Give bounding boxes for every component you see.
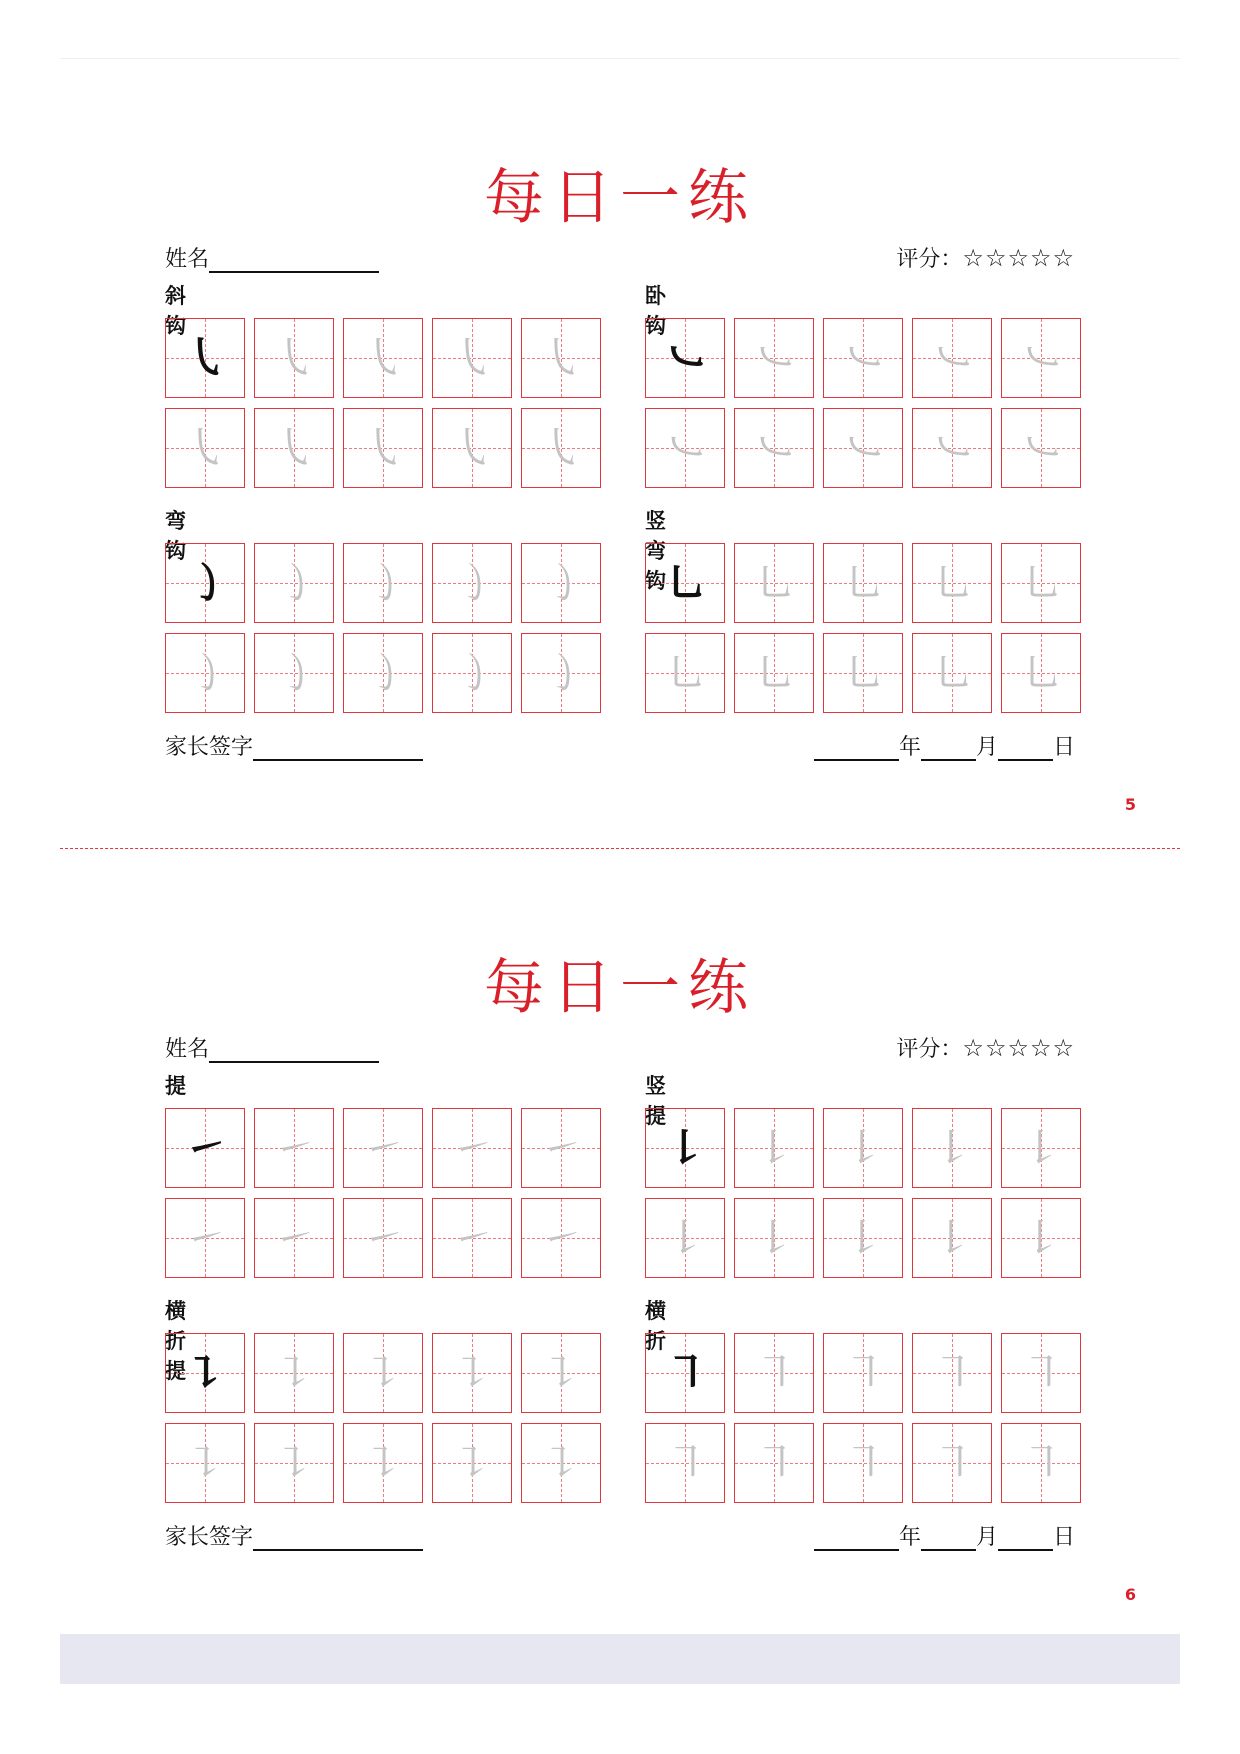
day-input-line[interactable]	[998, 735, 1053, 761]
trace-stroke: ㇃	[931, 333, 975, 384]
name-label: 姓名	[165, 1037, 210, 1062]
practice-cell[interactable]	[645, 1333, 725, 1413]
practice-cell[interactable]	[521, 1333, 601, 1413]
trace-stroke: ㇀	[540, 1123, 584, 1174]
practice-cell[interactable]	[343, 1333, 423, 1413]
trace-stroke: ㇁	[451, 558, 495, 609]
practice-cell[interactable]	[734, 1108, 814, 1188]
practice-cell[interactable]	[343, 408, 423, 488]
practice-cell[interactable]	[165, 633, 245, 713]
year-input-line[interactable]	[814, 735, 899, 761]
name-field	[165, 242, 379, 273]
trace-stroke: ㇕	[1020, 1348, 1064, 1399]
trace-stroke: ㇃	[842, 423, 886, 474]
score-label: 评分：	[896, 247, 963, 272]
name-input-line[interactable]	[209, 1037, 379, 1063]
trace-stroke: ㇙	[664, 1213, 708, 1264]
practice-cell[interactable]	[823, 408, 903, 488]
stroke-name: 卧钩	[645, 284, 666, 338]
trace-stroke: ㇟	[842, 648, 886, 699]
trace-stroke: ㇙	[1020, 1123, 1064, 1174]
name-label: 姓名	[165, 247, 210, 272]
practice-cell[interactable]	[521, 318, 601, 398]
practice-cell[interactable]	[165, 1198, 245, 1278]
trace-stroke: ㇙	[842, 1213, 886, 1264]
trace-stroke: ㇕	[664, 1438, 708, 1489]
practice-cell[interactable]	[1001, 318, 1081, 398]
trace-stroke: ㇟	[1020, 558, 1064, 609]
model-stroke: ㇕	[664, 1348, 708, 1399]
signature-input-line[interactable]	[253, 735, 423, 761]
trace-stroke: ㇀	[273, 1123, 317, 1174]
practice-cell[interactable]	[432, 1423, 512, 1503]
trace-stroke: ㇁	[184, 648, 228, 699]
trace-stroke: ㇀	[540, 1213, 584, 1264]
practice-cell[interactable]	[734, 543, 814, 623]
worksheet-page-6	[0, 880, 1240, 1680]
trace-stroke: ㇀	[451, 1213, 495, 1264]
trace-stroke: ㇙	[842, 1123, 886, 1174]
trace-stroke: ㇟	[753, 648, 797, 699]
practice-cell[interactable]	[521, 1423, 601, 1503]
trace-stroke: ㇁	[273, 648, 317, 699]
stroke-name: 斜钩	[165, 284, 186, 338]
model-stroke: ㇁	[184, 558, 228, 609]
trace-stroke: ㇁	[451, 648, 495, 699]
practice-cell[interactable]	[734, 1423, 814, 1503]
practice-cell[interactable]	[254, 633, 334, 713]
name-field	[165, 1032, 379, 1063]
worksheet-page-5	[0, 90, 1240, 890]
stroke-name: 竖弯钩	[645, 509, 666, 593]
trace-stroke: ㇃	[753, 423, 797, 474]
sheet-top-edge	[60, 58, 1180, 59]
practice-cell[interactable]	[912, 1333, 992, 1413]
trace-stroke: ㇂	[451, 333, 495, 384]
practice-cell[interactable]	[1001, 1423, 1081, 1503]
page-title: 每日一练	[484, 163, 756, 233]
practice-cell[interactable]	[912, 633, 992, 713]
trace-stroke: ㇂	[273, 333, 317, 384]
trace-stroke: ㇂	[362, 333, 406, 384]
practice-cell[interactable]	[645, 318, 725, 398]
trace-stroke: ㇀	[362, 1213, 406, 1264]
practice-cell[interactable]	[521, 543, 601, 623]
trace-stroke: ㇀	[184, 1213, 228, 1264]
model-stroke: ㇊	[184, 1348, 228, 1399]
month-input-line[interactable]	[921, 1525, 976, 1551]
practice-cell[interactable]	[1001, 1108, 1081, 1188]
practice-cell[interactable]	[432, 408, 512, 488]
trace-stroke: ㇙	[753, 1213, 797, 1264]
trace-stroke: ㇊	[540, 1348, 584, 1399]
practice-cell[interactable]	[254, 1198, 334, 1278]
trace-stroke: ㇁	[540, 558, 584, 609]
practice-cell[interactable]	[343, 543, 423, 623]
trace-stroke: ㇃	[1020, 333, 1064, 384]
practice-cell[interactable]	[823, 1423, 903, 1503]
trace-stroke: ㇂	[451, 423, 495, 474]
page-number: 5	[1124, 795, 1136, 814]
practice-cell[interactable]	[1001, 543, 1081, 623]
practice-cell[interactable]	[165, 1108, 245, 1188]
trace-stroke: ㇁	[362, 558, 406, 609]
year-label: 年	[898, 735, 921, 760]
trace-stroke: ㇕	[753, 1348, 797, 1399]
page-title: 每日一练	[484, 953, 756, 1023]
signature-label: 家长签字	[165, 1525, 254, 1550]
trace-stroke: ㇊	[451, 1438, 495, 1489]
practice-cell[interactable]	[254, 543, 334, 623]
trace-stroke: ㇟	[931, 558, 975, 609]
year-input-line[interactable]	[814, 1525, 899, 1551]
practice-cell[interactable]	[645, 1108, 725, 1188]
practice-cell[interactable]	[165, 1333, 245, 1413]
practice-cell[interactable]	[823, 318, 903, 398]
trace-stroke: ㇁	[273, 558, 317, 609]
stroke-name: 提	[165, 1074, 186, 1098]
star-rating[interactable]: ☆☆☆☆☆	[962, 244, 1075, 272]
practice-cell[interactable]	[254, 318, 334, 398]
day-input-line[interactable]	[998, 1525, 1053, 1551]
trace-stroke: ㇙	[931, 1213, 975, 1264]
day-label: 日	[1052, 735, 1075, 760]
page-divider	[60, 848, 1180, 849]
trace-stroke: ㇙	[753, 1123, 797, 1174]
trace-stroke: ㇟	[1020, 648, 1064, 699]
model-stroke: ㇀	[184, 1123, 228, 1174]
practice-cell[interactable]	[165, 1423, 245, 1503]
practice-cell[interactable]	[912, 408, 992, 488]
practice-cell[interactable]	[521, 633, 601, 713]
practice-cell[interactable]	[912, 543, 992, 623]
practice-cell[interactable]	[521, 1108, 601, 1188]
trace-stroke: ㇟	[842, 558, 886, 609]
trace-stroke: ㇊	[273, 1438, 317, 1489]
practice-cell[interactable]	[823, 1198, 903, 1278]
stroke-name: 横折	[645, 1299, 666, 1353]
trace-stroke: ㇊	[540, 1438, 584, 1489]
practice-cell[interactable]	[432, 1198, 512, 1278]
trace-stroke: ㇃	[664, 423, 708, 474]
practice-cell[interactable]	[254, 1108, 334, 1188]
trace-stroke: ㇀	[451, 1123, 495, 1174]
practice-cell[interactable]	[734, 408, 814, 488]
name-input-line[interactable]	[209, 247, 379, 273]
practice-cell[interactable]	[912, 1198, 992, 1278]
model-stroke: ㇙	[664, 1123, 708, 1174]
date-field	[814, 730, 1075, 761]
practice-cell[interactable]	[1001, 633, 1081, 713]
practice-cell[interactable]	[343, 1423, 423, 1503]
practice-cell[interactable]	[734, 318, 814, 398]
practice-cell[interactable]	[823, 1333, 903, 1413]
score-field	[896, 1032, 1075, 1063]
practice-cell[interactable]	[645, 633, 725, 713]
practice-cell[interactable]	[645, 1423, 725, 1503]
trace-stroke: ㇕	[931, 1348, 975, 1399]
practice-cell[interactable]	[912, 1423, 992, 1503]
practice-cell[interactable]	[343, 1108, 423, 1188]
trace-stroke: ㇁	[540, 648, 584, 699]
model-stroke: ㇂	[184, 333, 228, 384]
practice-cell[interactable]	[432, 1333, 512, 1413]
trace-stroke: ㇙	[1020, 1213, 1064, 1264]
stroke-name: 弯钩	[165, 509, 186, 563]
practice-cell[interactable]	[165, 543, 245, 623]
trace-stroke: ㇂	[184, 423, 228, 474]
trace-stroke: ㇕	[1020, 1438, 1064, 1489]
practice-cell[interactable]	[823, 1108, 903, 1188]
practice-cell[interactable]	[734, 633, 814, 713]
practice-cell[interactable]	[912, 1108, 992, 1188]
trace-stroke: ㇃	[842, 333, 886, 384]
practice-cell[interactable]	[254, 1423, 334, 1503]
stroke-name: 竖提	[645, 1074, 666, 1128]
footer-band	[60, 1634, 1180, 1684]
signature-input-line[interactable]	[253, 1525, 423, 1551]
model-stroke: ㇟	[664, 558, 708, 609]
practice-cell[interactable]	[912, 318, 992, 398]
trace-stroke: ㇕	[842, 1438, 886, 1489]
trace-stroke: ㇂	[362, 423, 406, 474]
trace-stroke: ㇂	[273, 423, 317, 474]
trace-stroke: ㇊	[451, 1348, 495, 1399]
page-number: 6	[1124, 1585, 1136, 1604]
practice-cell[interactable]	[1001, 1198, 1081, 1278]
practice-cell[interactable]	[343, 318, 423, 398]
model-stroke: ㇃	[664, 333, 708, 384]
practice-cell[interactable]	[1001, 408, 1081, 488]
trace-stroke: ㇃	[931, 423, 975, 474]
stroke-name: 横折提	[165, 1299, 186, 1383]
practice-cell[interactable]	[432, 543, 512, 623]
trace-stroke: ㇕	[753, 1438, 797, 1489]
parent-signature-field	[165, 730, 423, 761]
practice-cell[interactable]	[432, 633, 512, 713]
day-label: 日	[1052, 1525, 1075, 1550]
trace-stroke: ㇀	[362, 1123, 406, 1174]
practice-cell[interactable]	[521, 408, 601, 488]
practice-cell[interactable]	[645, 1198, 725, 1278]
signature-label: 家长签字	[165, 735, 254, 760]
trace-stroke: ㇟	[753, 558, 797, 609]
trace-stroke: ㇊	[273, 1348, 317, 1399]
trace-stroke: ㇊	[362, 1348, 406, 1399]
practice-cell[interactable]	[645, 543, 725, 623]
practice-cell[interactable]	[521, 1198, 601, 1278]
practice-cell[interactable]	[734, 1333, 814, 1413]
trace-stroke: ㇟	[664, 648, 708, 699]
month-label: 月	[975, 735, 998, 760]
date-field	[814, 1520, 1075, 1551]
month-input-line[interactable]	[921, 735, 976, 761]
trace-stroke: ㇙	[931, 1123, 975, 1174]
practice-cell[interactable]	[343, 1198, 423, 1278]
practice-cell[interactable]	[1001, 1333, 1081, 1413]
trace-stroke: ㇕	[931, 1438, 975, 1489]
trace-stroke: ㇕	[842, 1348, 886, 1399]
practice-cell[interactable]	[165, 408, 245, 488]
practice-cell[interactable]	[823, 633, 903, 713]
practice-cell[interactable]	[432, 318, 512, 398]
practice-cell[interactable]	[165, 318, 245, 398]
practice-cell[interactable]	[432, 1108, 512, 1188]
trace-stroke: ㇁	[362, 648, 406, 699]
star-rating[interactable]: ☆☆☆☆☆	[962, 1034, 1075, 1062]
practice-cell[interactable]	[823, 543, 903, 623]
trace-stroke: ㇀	[273, 1213, 317, 1264]
trace-stroke: ㇂	[540, 423, 584, 474]
practice-cell[interactable]	[645, 408, 725, 488]
parent-signature-field	[165, 1520, 423, 1551]
practice-cell[interactable]	[734, 1198, 814, 1278]
score-field	[896, 242, 1075, 273]
trace-stroke: ㇊	[362, 1438, 406, 1489]
trace-stroke: ㇂	[540, 333, 584, 384]
trace-stroke: ㇊	[184, 1438, 228, 1489]
year-label: 年	[898, 1525, 921, 1550]
trace-stroke: ㇟	[931, 648, 975, 699]
month-label: 月	[975, 1525, 998, 1550]
practice-cell[interactable]	[254, 1333, 334, 1413]
trace-stroke: ㇃	[1020, 423, 1064, 474]
score-label: 评分：	[896, 1037, 963, 1062]
practice-cell[interactable]	[343, 633, 423, 713]
practice-cell[interactable]	[254, 408, 334, 488]
trace-stroke: ㇃	[753, 333, 797, 384]
